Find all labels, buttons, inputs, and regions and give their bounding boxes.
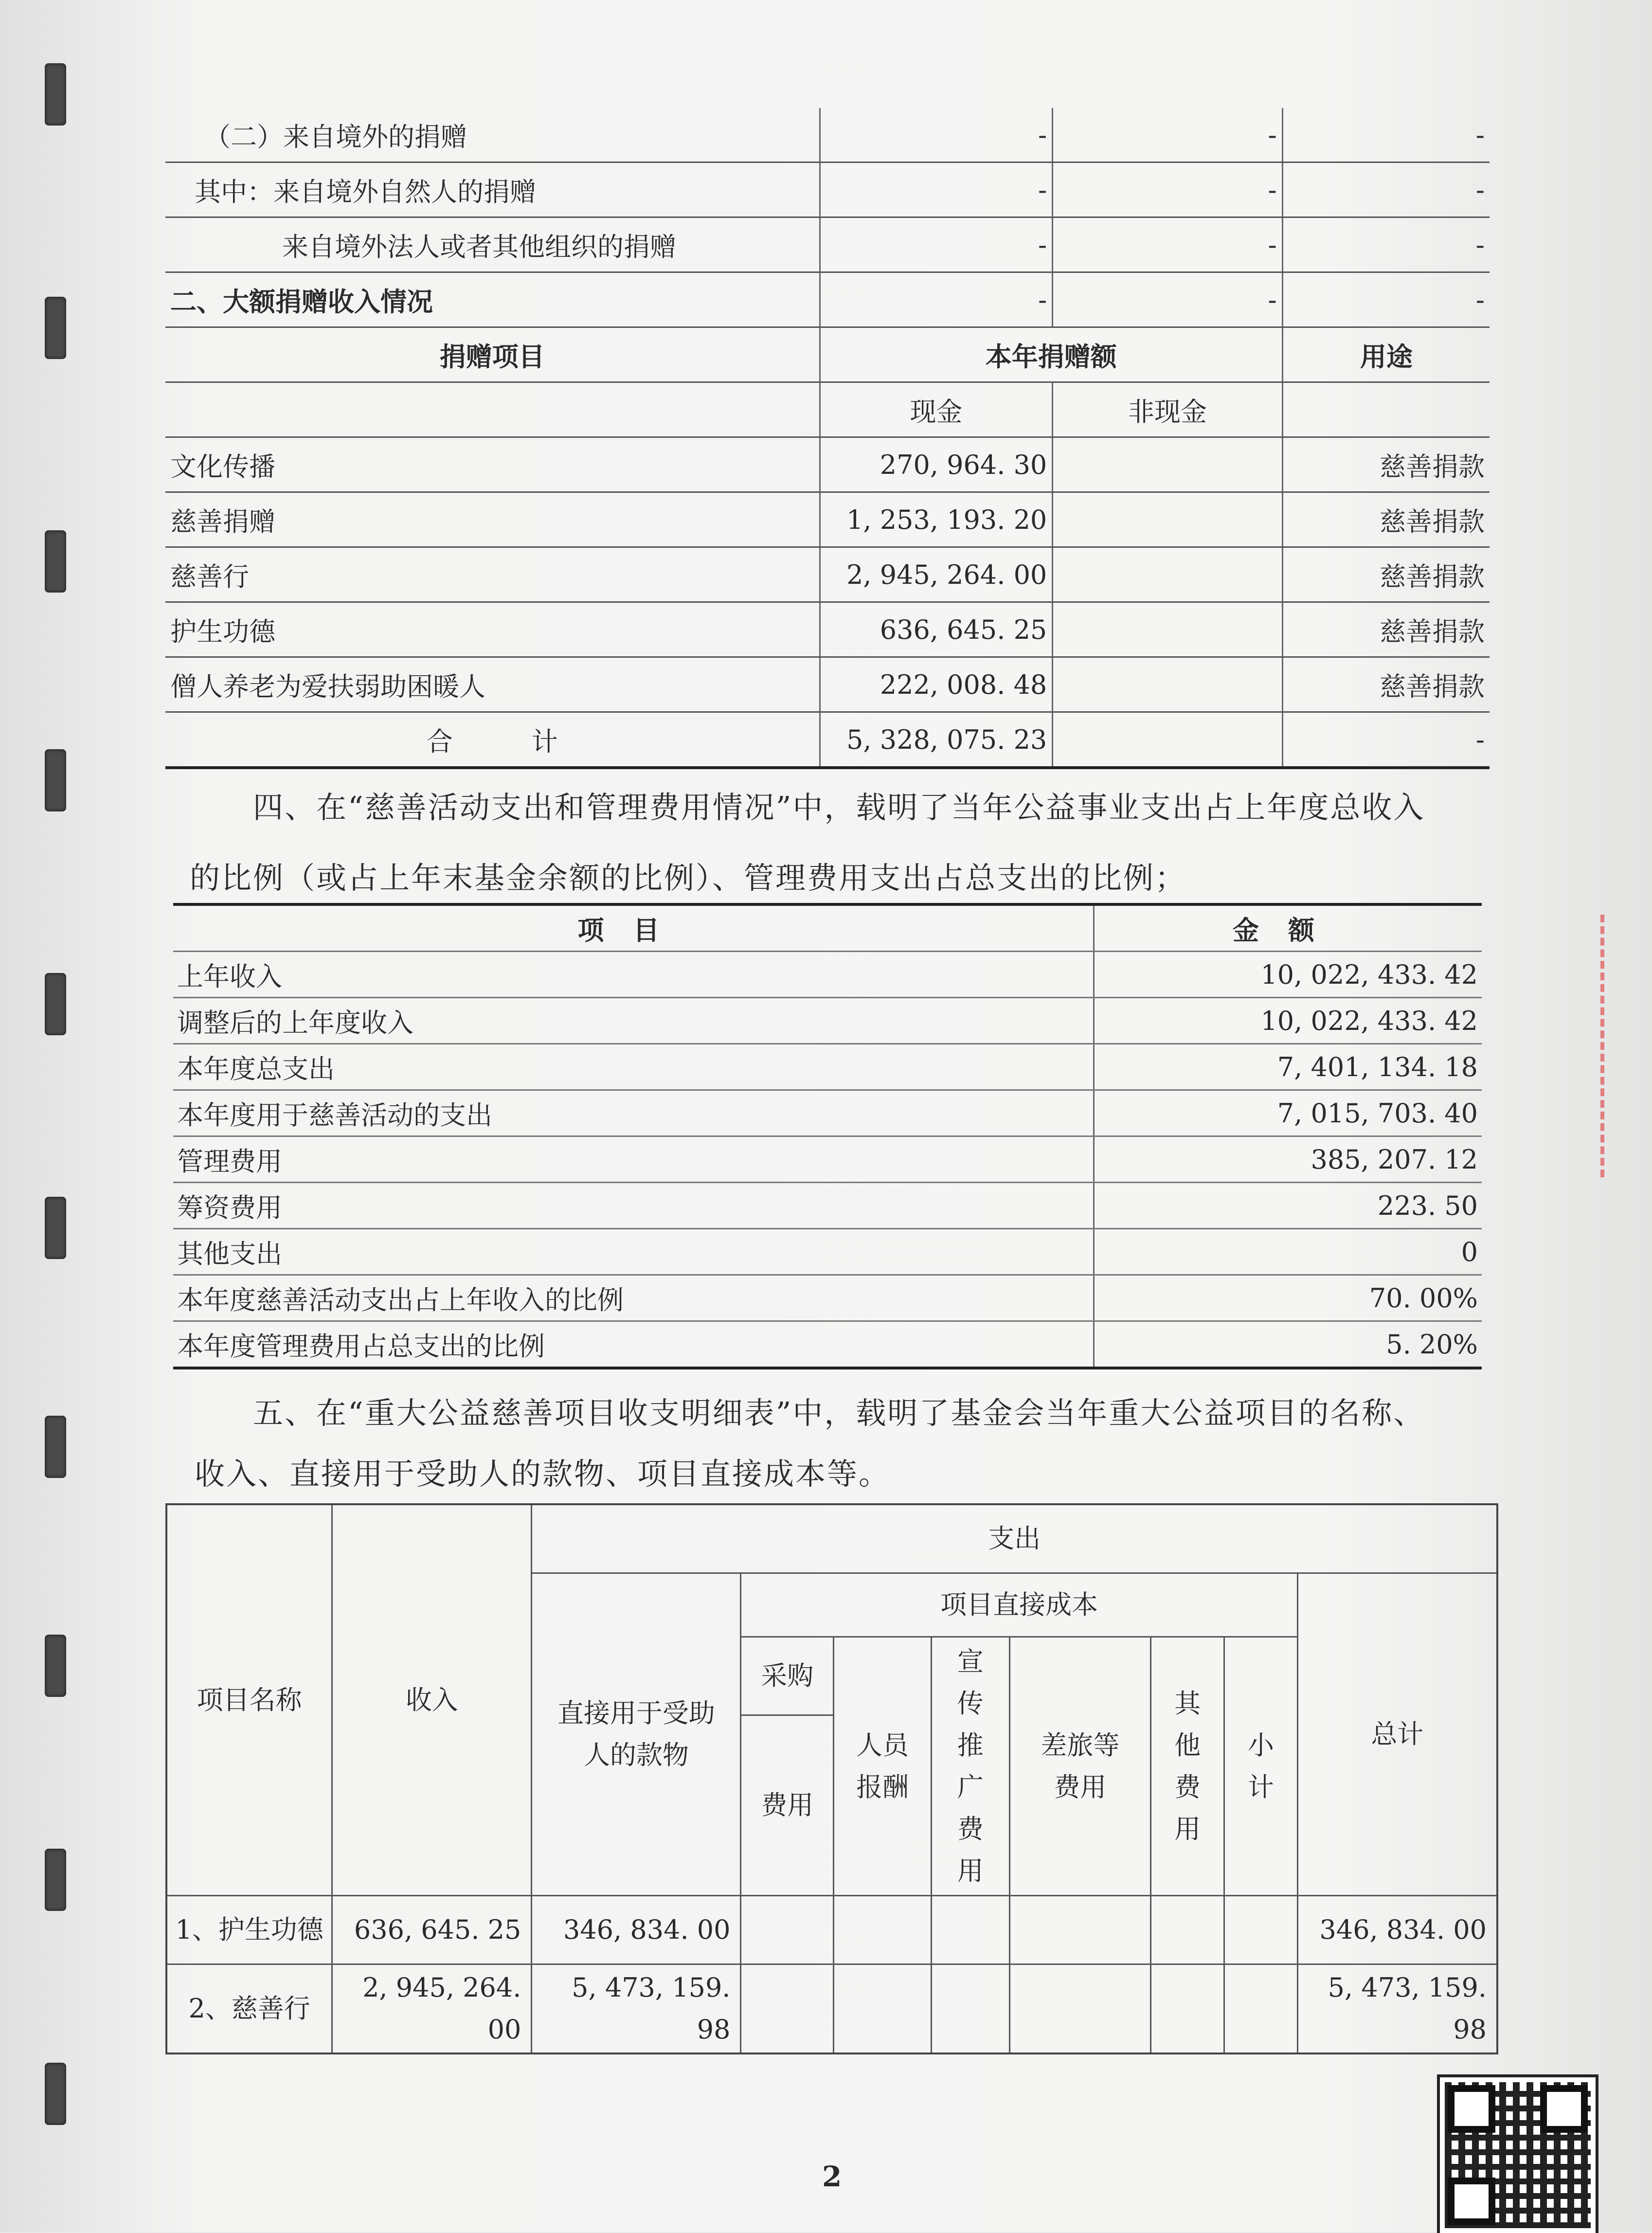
donation-item: 护生功德	[165, 602, 820, 657]
qr-code	[1440, 2077, 1596, 2233]
header-staff-text: 人员报酬	[856, 1729, 909, 1802]
cell: -	[1053, 217, 1283, 272]
red-seal-stamp	[1600, 915, 1643, 1177]
donation-item: 慈善行	[165, 547, 820, 602]
purpose: 慈善捐款	[1282, 602, 1490, 657]
row-label: 本年度管理费用占总支出的比例	[173, 1321, 1094, 1369]
table-row	[173, 1136, 1482, 1183]
purpose: 慈善捐款	[1282, 657, 1490, 712]
row-value: 385, 207. 12	[1094, 1136, 1482, 1183]
table-row	[173, 1229, 1482, 1275]
row-value: 7, 015, 703. 40	[1094, 1090, 1482, 1136]
table-row	[165, 217, 1490, 272]
project-direct: 346, 834. 00	[532, 1896, 741, 1964]
row-label: 其中：来自境外自然人的捐赠	[165, 162, 820, 217]
binder-hole	[45, 749, 66, 811]
binder-hole	[45, 1197, 66, 1259]
table-row	[166, 1896, 1497, 1964]
purpose: 慈善捐款	[1282, 547, 1490, 602]
header-project-name: 项目名称	[166, 1504, 332, 1896]
header-promo	[931, 1637, 1009, 1896]
paragraph-line: 四、在“慈善活动支出和管理费用情况”中，载明了当年公益事业支出占上年度总收入	[253, 790, 1425, 825]
cell: -	[1282, 217, 1490, 272]
row-label: 调整后的上年度收入	[173, 998, 1094, 1044]
table-row	[165, 547, 1490, 602]
table-header-row	[166, 1504, 1497, 1573]
section-heading: 二、大额捐赠收入情况	[165, 272, 820, 327]
header-purchase: 采购	[741, 1637, 834, 1715]
paragraph-5	[165, 1379, 1489, 1447]
cell: -	[820, 272, 1053, 327]
cash-amount: 2, 945, 264. 00	[820, 547, 1053, 602]
table-row	[173, 1183, 1482, 1229]
header-promo-text: 宣传推广费用	[957, 1646, 984, 1886]
row-label: 本年度总支出	[173, 1044, 1094, 1090]
cell: -	[1282, 272, 1490, 327]
binder-hole	[45, 973, 66, 1035]
table-row	[173, 1044, 1482, 1090]
row-label: （二）来自境外的捐赠	[165, 108, 820, 162]
table-header-row	[165, 327, 1490, 382]
header-amount: 金额	[1094, 904, 1482, 952]
major-projects-table	[165, 1503, 1498, 2054]
cell: -	[1282, 108, 1490, 162]
donation-item: 文化传播	[165, 437, 820, 492]
row-label: 筹资费用	[173, 1183, 1094, 1229]
row-value: 0	[1094, 1229, 1482, 1275]
header-travel	[1009, 1637, 1151, 1896]
paragraph-line: 的比例（或占上年末基金余额的比例）、管理费用支出占总支出的比例；	[190, 860, 1187, 896]
cash-amount: 636, 645. 25	[820, 602, 1053, 657]
qr-corner	[1448, 2085, 1495, 2133]
row-value: 7, 401, 134. 18	[1094, 1044, 1482, 1090]
row-value: 10, 022, 433. 42	[1094, 998, 1482, 1044]
project-income: 2, 945, 264. 00	[332, 1964, 532, 2054]
header-cash: 现金	[820, 382, 1053, 437]
paragraph-line: 五、在“重大公益慈善项目收支明细表”中，载明了基金会当年重大公益项目的名称、	[253, 1395, 1425, 1431]
header-noncash: 非现金	[1053, 382, 1283, 437]
header-income: 收入	[332, 1504, 532, 1896]
header-direct-aid	[532, 1573, 741, 1896]
binder-hole	[45, 63, 66, 126]
cell: -	[820, 217, 1053, 272]
donation-item: 慈善捐赠	[165, 492, 820, 547]
cell: -	[820, 162, 1053, 217]
table-row	[165, 162, 1490, 217]
binder-hole	[45, 297, 66, 359]
project-name: 1、护生功德	[166, 1896, 332, 1964]
row-label: 来自境外法人或者其他组织的捐赠	[165, 217, 820, 272]
binder-hole	[45, 530, 66, 593]
row-label: 上年收入	[173, 952, 1094, 998]
header-donation-item: 捐赠项目	[165, 327, 820, 382]
cell: -	[1053, 162, 1283, 217]
table-header-row	[173, 904, 1482, 952]
header-purchase-cost: 费用	[741, 1715, 834, 1896]
row-value: 10, 022, 433. 42	[1094, 952, 1482, 998]
table-row	[165, 602, 1490, 657]
table-row	[173, 952, 1482, 998]
donation-table	[165, 108, 1490, 769]
table-row	[173, 1275, 1482, 1321]
table-subheader-row	[165, 382, 1490, 437]
project-income: 636, 645. 25	[332, 1896, 532, 1964]
qr-corner	[1540, 2085, 1588, 2133]
cell: -	[1053, 108, 1283, 162]
donation-item: 僧人养老为爱扶弱助困暖人	[165, 657, 820, 712]
paragraph-line: 收入、直接用于受助人的款物、项目直接成本等。	[195, 1456, 891, 1492]
cash-amount: 222, 008. 48	[820, 657, 1053, 712]
project-direct: 5, 473, 159. 98	[532, 1964, 741, 2054]
header-travel-text: 差旅等费用	[1041, 1729, 1120, 1802]
cell: -	[1053, 272, 1283, 327]
table-row	[173, 1090, 1482, 1136]
table-row	[173, 1321, 1482, 1369]
header-item: 项目	[173, 904, 1094, 952]
expense-ratio-table	[173, 903, 1482, 1369]
total-label: 合 计	[165, 712, 820, 768]
cash-amount: 270, 964. 30	[820, 437, 1053, 492]
header-direct-aid-text: 直接用于受助人的款物	[557, 1698, 715, 1770]
cell: -	[820, 108, 1053, 162]
table-row	[165, 657, 1490, 712]
row-value: 223. 50	[1094, 1183, 1482, 1229]
paragraph-5-cont	[195, 1440, 1518, 1508]
table-row	[165, 272, 1490, 327]
header-subtotal-text: 小计	[1247, 1729, 1274, 1802]
qr-corner	[1448, 2178, 1495, 2225]
table-row	[165, 108, 1490, 162]
row-label: 其他支出	[173, 1229, 1094, 1275]
paragraph-4-cont	[190, 844, 1513, 912]
row-label: 本年度用于慈善活动的支出	[173, 1090, 1094, 1136]
table-row	[165, 492, 1490, 547]
binder-hole	[45, 2063, 66, 2125]
header-subtotal	[1224, 1637, 1298, 1896]
total-row	[165, 712, 1490, 768]
purpose: 慈善捐款	[1282, 492, 1490, 547]
row-value: 70. 00%	[1094, 1275, 1482, 1321]
binder-hole	[45, 1849, 66, 1911]
header-other	[1151, 1637, 1224, 1896]
header-total: 总计	[1297, 1573, 1497, 1896]
header-expense: 支出	[532, 1504, 1497, 1573]
project-total: 5, 473, 159. 98	[1297, 1964, 1497, 2054]
paragraph-4	[165, 774, 1489, 842]
row-label: 本年度慈善活动支出占上年收入的比例	[173, 1275, 1094, 1321]
header-other-text: 其他费用	[1174, 1688, 1201, 1844]
table-row	[166, 1964, 1497, 2054]
row-label: 管理费用	[173, 1136, 1094, 1183]
cash-amount: 1, 253, 193. 20	[820, 492, 1053, 547]
header-annual-amount: 本年捐赠额	[820, 327, 1282, 382]
cell: -	[1282, 162, 1490, 217]
binder-hole	[45, 1416, 66, 1478]
page-number: 2	[822, 2160, 842, 2193]
header-purpose: 用途	[1282, 327, 1490, 382]
project-name: 2、慈善行	[166, 1964, 332, 2054]
purpose: 慈善捐款	[1282, 437, 1490, 492]
header-direct-cost: 项目直接成本	[741, 1573, 1297, 1637]
table-row	[173, 998, 1482, 1044]
total-cash: 5, 328, 075. 23	[820, 712, 1053, 768]
header-staff	[834, 1637, 932, 1896]
row-value: 5. 20%	[1094, 1321, 1482, 1369]
total-purpose: -	[1282, 712, 1490, 768]
project-total: 346, 834. 00	[1297, 1896, 1497, 1964]
binder-hole	[45, 1635, 66, 1697]
table-row	[165, 437, 1490, 492]
